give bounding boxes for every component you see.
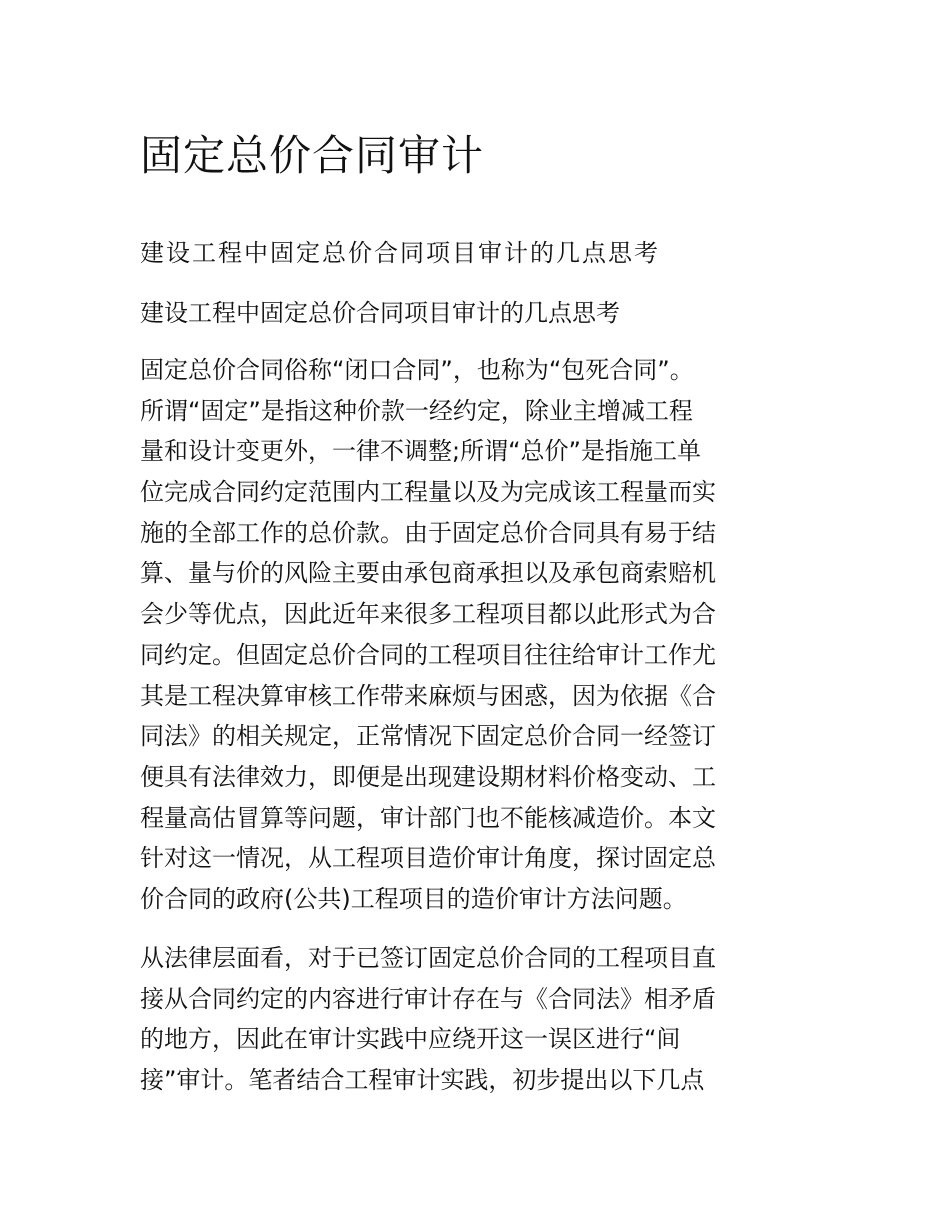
document-title: 固定总价合同审计	[140, 131, 485, 180]
text-line: 会少等优点，因此近年来很多工程项目都以此形式为合	[140, 600, 716, 629]
text-line: 的地方，因此在审计实践中应绕开这一误区进行“间	[140, 1025, 681, 1054]
text-line: 程量高估冒算等问题，审计部门也不能核减造价。本文	[140, 803, 716, 832]
document-subtitle: 建设工程中固定总价合同项目审计的几点思考	[140, 239, 660, 267]
text-line: 同法》的相关规定，正常情况下固定总价合同一经签订	[140, 722, 716, 751]
document-subtitle-repeat: 建设工程中固定总价合同项目审计的几点思考	[140, 299, 620, 327]
paragraph-legal-view	[140, 938, 820, 1101]
text-line: 同约定。但固定总价合同的工程项目往往给审计工作尤	[140, 640, 716, 669]
text-line: 位完成合同约定范围内工程量以及为完成该工程量而实	[140, 478, 716, 507]
text-line: 便具有法律效力，即便是出现建设期材料价格变动、工	[140, 762, 716, 791]
text-line: 所谓“固定”是指这种价款一经约定，除业主增减工程	[140, 396, 693, 425]
text-line: 接从合同约定的内容进行审计存在与《合同法》相矛盾	[140, 984, 716, 1013]
text-line: 其是工程决算审核工作带来麻烦与困惑，因为依据《合	[140, 681, 716, 710]
text-line: 量和设计变更外，一律不调整;所谓“总价”是指施工单	[140, 437, 701, 466]
text-line: 接”审计。笔者结合工程审计实践，初步提出以下几点	[140, 1066, 705, 1095]
paragraph-intro	[140, 350, 820, 920]
text-line: 施的全部工作的总价款。由于固定总价合同具有易于结	[140, 518, 716, 547]
text-line: 固定总价合同俗称“闭口合同”，也称为“包死合同”。	[140, 356, 694, 384]
text-line: 针对这一情况，从工程项目造价审计角度，探讨固定总	[140, 844, 716, 873]
text-line: 算、量与价的风险主要由承包商承担以及承包商索赔机	[140, 559, 716, 588]
text-line: 从法律层面看，对于已签订固定总价合同的工程项目直	[140, 944, 716, 972]
text-line: 价合同的政府(公共)工程项目的造价审计方法问题。	[140, 884, 687, 913]
